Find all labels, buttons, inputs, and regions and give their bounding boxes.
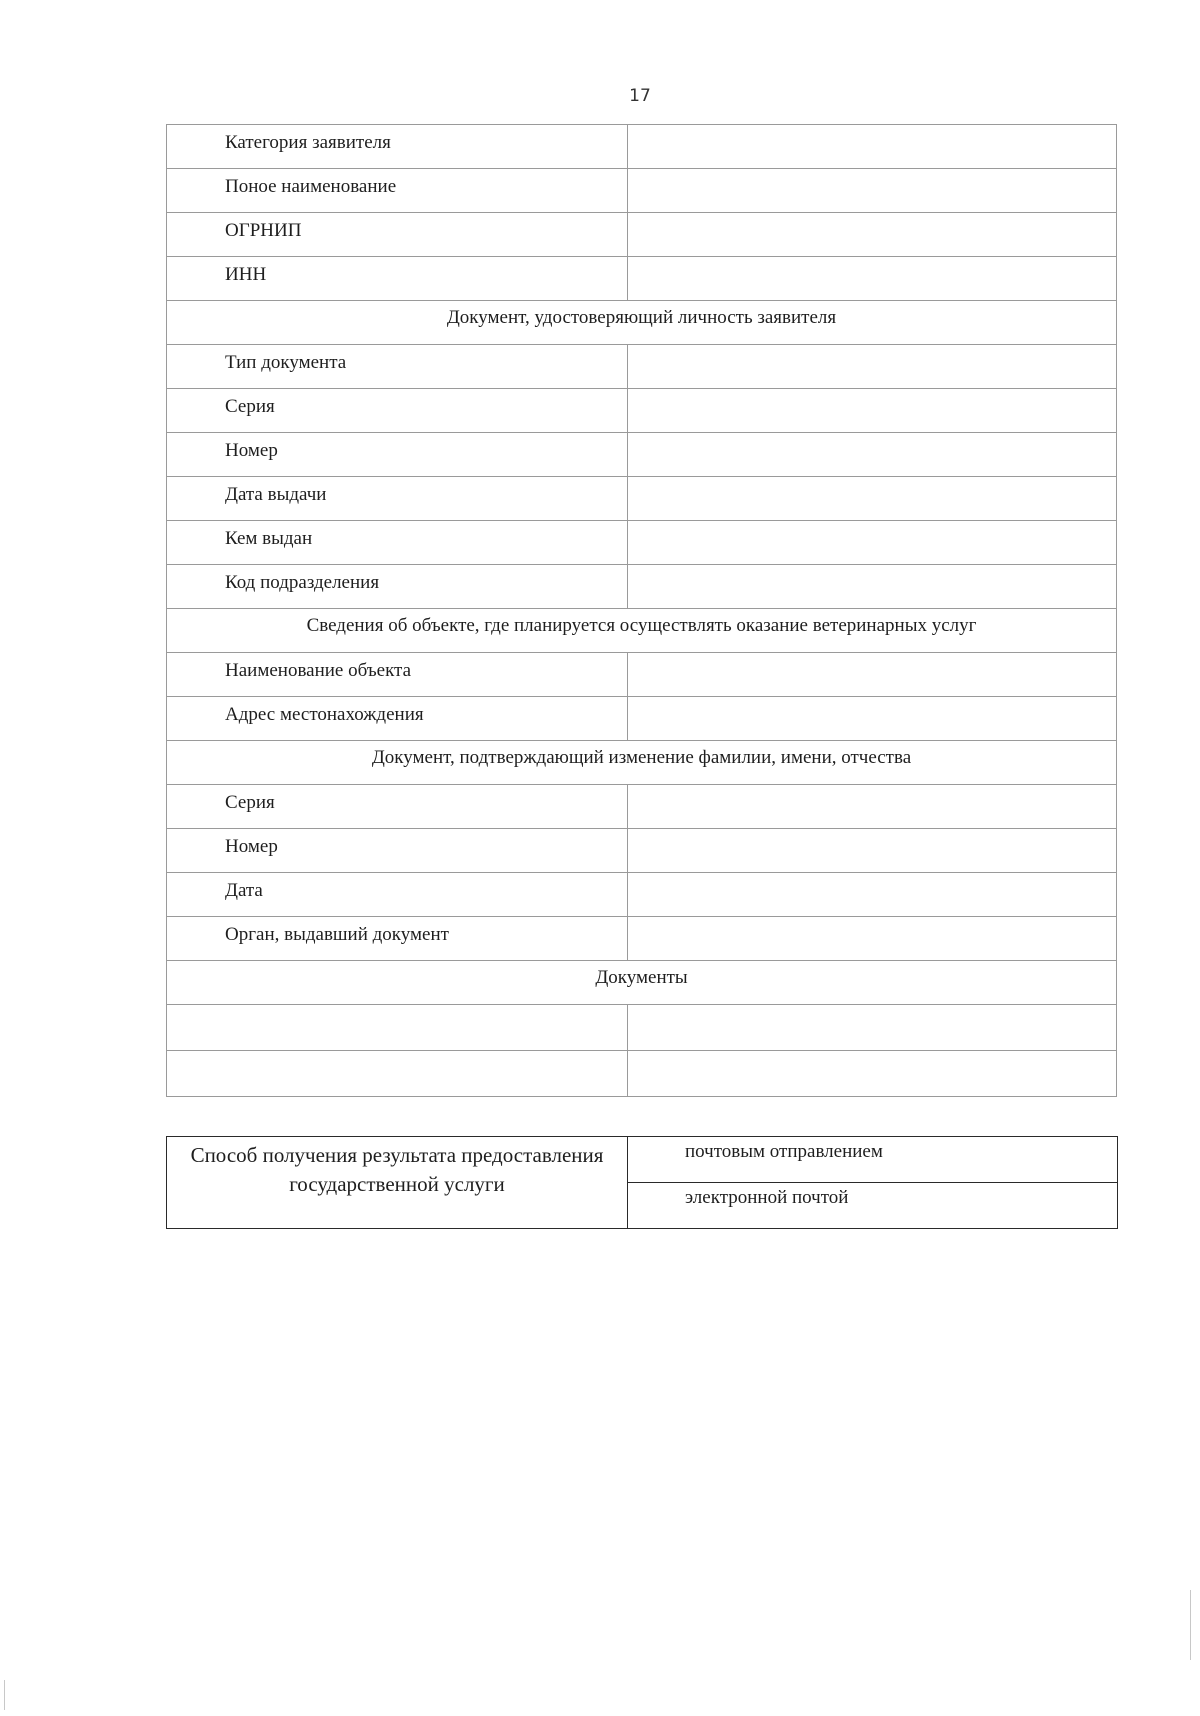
result-option-email[interactable]: электронной почтой xyxy=(628,1183,1118,1229)
application-form-table xyxy=(166,124,1117,1097)
field-value-ogrnip[interactable] xyxy=(628,213,1117,257)
field-label-nc-issuer: Орган, выдавший документ xyxy=(167,917,628,961)
document-row xyxy=(167,1051,1117,1097)
section-title-object-info: Сведения об объекте, где планируется осуществлять оказание ветеринарных услуг xyxy=(167,609,1117,653)
field-value-inn[interactable] xyxy=(628,257,1117,301)
field-label-series: Серия xyxy=(167,389,628,433)
form-row xyxy=(167,873,1117,917)
field-label-nc-series: Серия xyxy=(167,785,628,829)
field-label-ogrnip: ОГРНИП xyxy=(167,213,628,257)
form-row xyxy=(167,169,1117,213)
form-row xyxy=(167,477,1117,521)
form-row xyxy=(167,785,1117,829)
field-label-applicant-category: Категория заявителя xyxy=(167,125,628,169)
field-value-applicant-category[interactable] xyxy=(628,125,1117,169)
form-row xyxy=(167,125,1117,169)
field-value-nc-number[interactable] xyxy=(628,829,1117,873)
result-method-table xyxy=(166,1136,1118,1229)
field-label-number: Номер xyxy=(167,433,628,477)
field-label-object-name: Наименование объекта xyxy=(167,653,628,697)
field-label-issued-by: Кем выдан xyxy=(167,521,628,565)
field-value-series[interactable] xyxy=(628,389,1117,433)
form-row xyxy=(167,389,1117,433)
section-row xyxy=(167,301,1117,345)
document-value-cell[interactable] xyxy=(628,1005,1117,1051)
field-label-nc-number: Номер xyxy=(167,829,628,873)
form-row xyxy=(167,257,1117,301)
form-row xyxy=(167,345,1117,389)
document-name-cell[interactable] xyxy=(167,1005,628,1051)
form-row xyxy=(167,697,1117,741)
section-row xyxy=(167,609,1117,653)
result-option-post[interactable]: почтовым отправлением xyxy=(628,1137,1118,1183)
field-value-issued-by[interactable] xyxy=(628,521,1117,565)
field-value-nc-series[interactable] xyxy=(628,785,1117,829)
result-method-label: Способ получения результата предоставления государственной услуги xyxy=(167,1137,628,1229)
form-row xyxy=(167,917,1117,961)
field-value-division-code[interactable] xyxy=(628,565,1117,609)
result-method-row xyxy=(167,1137,1118,1183)
field-label-nc-date: Дата xyxy=(167,873,628,917)
page-number: 17 xyxy=(629,86,651,106)
field-value-document-type[interactable] xyxy=(628,345,1117,389)
section-row xyxy=(167,741,1117,785)
field-value-full-name[interactable] xyxy=(628,169,1117,213)
form-row xyxy=(167,433,1117,477)
form-row xyxy=(167,829,1117,873)
form-row xyxy=(167,213,1117,257)
field-label-document-type: Тип документа xyxy=(167,345,628,389)
section-title-name-change-document: Документ, подтверждающий изменение фамилии, имени, отчества xyxy=(167,741,1117,785)
field-label-issue-date: Дата выдачи xyxy=(167,477,628,521)
document-row xyxy=(167,1005,1117,1051)
field-value-nc-issuer[interactable] xyxy=(628,917,1117,961)
section-row xyxy=(167,961,1117,1005)
document-value-cell[interactable] xyxy=(628,1051,1117,1097)
field-value-object-name[interactable] xyxy=(628,653,1117,697)
field-label-division-code: Код подразделения xyxy=(167,565,628,609)
scan-edge-mark xyxy=(1190,1590,1191,1660)
form-row xyxy=(167,565,1117,609)
field-value-nc-date[interactable] xyxy=(628,873,1117,917)
scan-edge-mark xyxy=(4,1680,5,1710)
field-value-issue-date[interactable] xyxy=(628,477,1117,521)
section-title-identity-document: Документ, удостоверяющий личность заявителя xyxy=(167,301,1117,345)
section-title-documents: Документы xyxy=(167,961,1117,1005)
form-row xyxy=(167,653,1117,697)
field-value-number[interactable] xyxy=(628,433,1117,477)
field-value-address[interactable] xyxy=(628,697,1117,741)
field-label-address: Адрес местонахождения xyxy=(167,697,628,741)
document-name-cell[interactable] xyxy=(167,1051,628,1097)
field-label-full-name: Поное наименование xyxy=(167,169,628,213)
form-row xyxy=(167,521,1117,565)
field-label-inn: ИНН xyxy=(167,257,628,301)
